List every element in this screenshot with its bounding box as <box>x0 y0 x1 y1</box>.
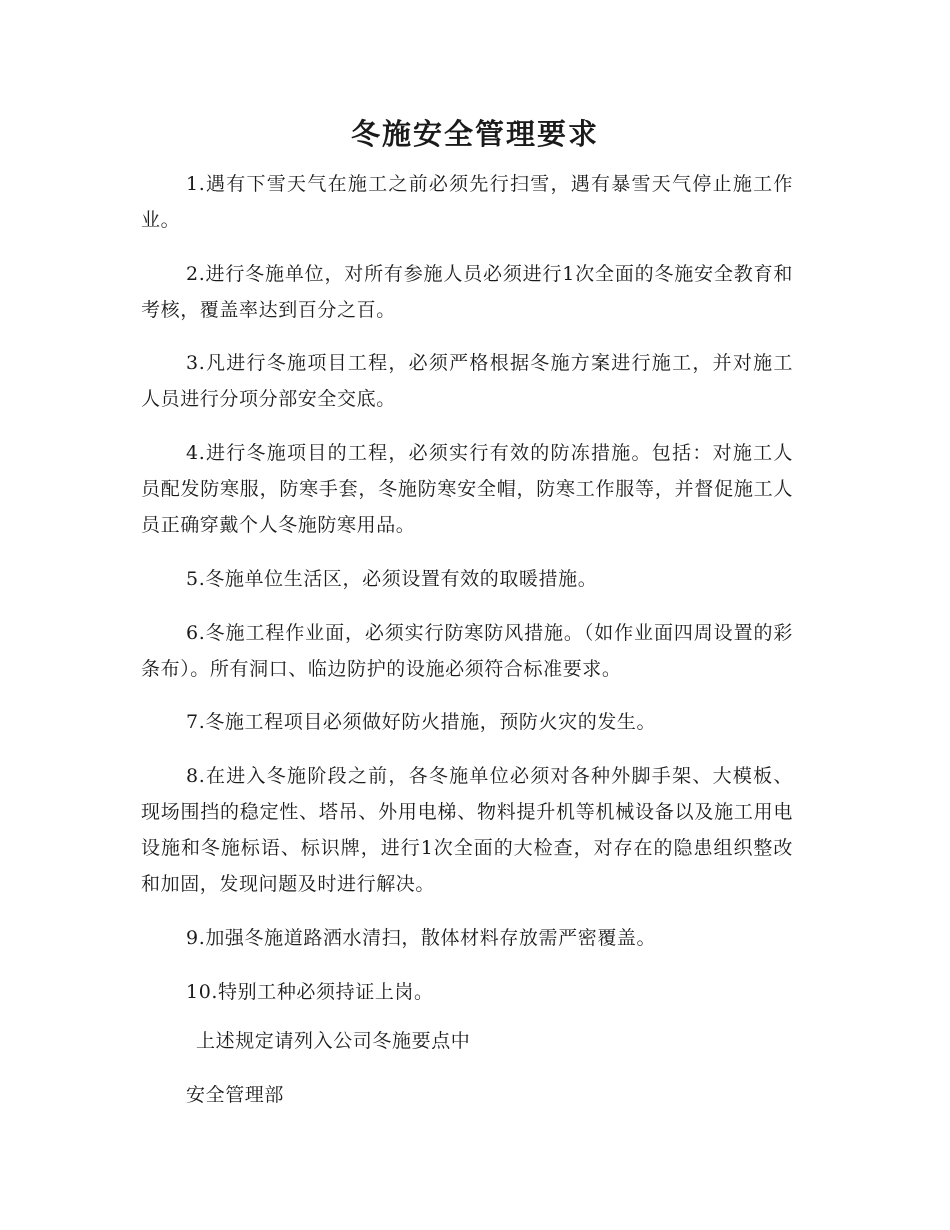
requirement-item-6: 6.冬施工程作业面，必须实行防寒防风措施。（如作业面四周设置的彩条布）。所有洞口、临边防护的设施必须符合标准要求。 <box>141 622 793 680</box>
requirement-item-2: 2.进行冬施单位，对所有参施人员必须进行1次全面的冬施安全教育和考核，覆盖率达到百分之百。 <box>141 263 793 321</box>
requirement-item-7: 7.冬施工程项目必须做好防火措施，预防火灾的发生。 <box>186 711 657 733</box>
requirement-item-9: 9.加强冬施道路洒水清扫，散体材料存放需严密覆盖。 <box>186 927 657 949</box>
issuing-department: 安全管理部 <box>186 1084 285 1106</box>
requirement-item-8: 8.在进入冬施阶段之前，各冬施单位必须对各种外脚手架、大模板、现场围挡的稳定性、塔吊、外用电梯、物料提升机等机械设备以及施工用电设施和冬施标语、标识牌，进行1次全面的大检查，对存在的隐患组织整改和加固，发现问题及时进行解决。 <box>141 765 793 895</box>
document-title: 冬施安全管理要求 <box>350 117 599 151</box>
closing-note: 上述规定请列入公司冬施要点中 <box>196 1030 471 1052</box>
requirement-item-1: 1.遇有下雪天气在施工之前必须先行扫雪，遇有暴雪天气停止施工作业。 <box>141 173 793 231</box>
requirement-item-5: 5.冬施单位生活区，必须设置有效的取暖措施。 <box>186 568 598 590</box>
requirement-item-10: 10.特别工种必须持证上岗。 <box>186 981 434 1003</box>
requirement-item-3: 3.凡进行冬施项目工程，必须严格根据冬施方案进行施工，并对施工人员进行分项分部安全交底。 <box>141 352 793 410</box>
requirement-item-4: 4.进行冬施项目的工程，必须实行有效的防冻措施。包括：对施工人员配发防寒服，防寒手套，冬施防寒安全帽，防寒工作服等，并督促施工人员正确穿戴个人冬施防寒用品。 <box>141 442 793 536</box>
